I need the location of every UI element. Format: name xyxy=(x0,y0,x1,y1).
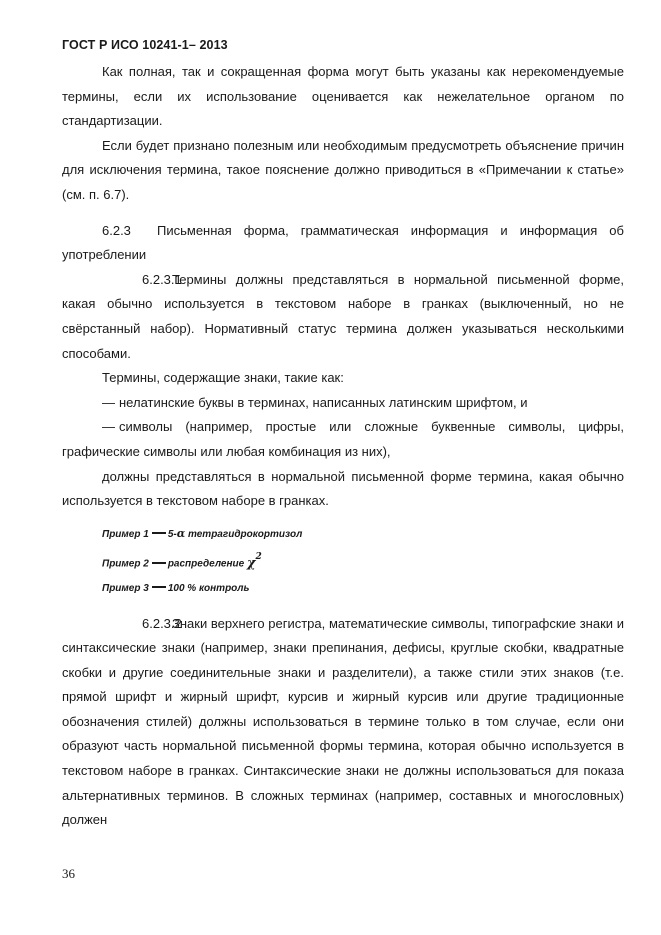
example-prefix: 5- xyxy=(167,528,177,540)
example-label: Пример 3 xyxy=(102,583,149,595)
paragraph-exclusion-reasons: Если будет признано полезным или необходимым предусмотреть объяснение причин для исключения термина, такое пояснение должно приводиться в «Примечании к статье» (см. п. 6.7). xyxy=(62,137,624,202)
section-6-2-3-1-paragraph xyxy=(62,268,624,366)
chi-letter: χ xyxy=(246,555,256,571)
chi-superscript: 2 xyxy=(255,552,262,563)
example-label: Пример 2 xyxy=(102,558,149,570)
example-text: распределение xyxy=(167,558,245,570)
list-item-text: нелатинские буквы в терминах, написанных латинским шрифтом, и xyxy=(119,394,528,410)
list-item xyxy=(62,391,624,416)
paragraph-short-forms: Как полная, так и сокращенная форма могут быть указаны как нерекомендуемые термины, если их использование оценивается как нежелательное органом по стандартизации. xyxy=(62,64,624,129)
document-page xyxy=(62,36,624,833)
examples-block xyxy=(62,522,624,602)
list-conclusion: должны представляться в нормальной письменной форме термина, какая обычно используется в текстовом наборе в гранках. xyxy=(62,468,624,509)
section-number: 6.2.3.1 xyxy=(142,271,182,287)
example-1 xyxy=(102,522,624,548)
page-number: 36 xyxy=(62,866,75,881)
example-label: Пример 1 xyxy=(102,528,149,540)
example-dash xyxy=(152,562,166,564)
alpha-symbol: α xyxy=(176,526,186,540)
chi-square-symbol xyxy=(246,552,262,571)
list-item xyxy=(62,415,624,464)
document-header: ГОСТ Р ИСО 10241-1– 2013 xyxy=(62,38,228,52)
dash-bullet: — xyxy=(102,419,115,435)
list-intro: Термины, содержащие знаки, такие как: xyxy=(102,370,344,386)
example-text: тетрагидрокортизол xyxy=(187,528,303,540)
section-6-2-3-2-paragraph xyxy=(62,612,624,833)
dash-bullet: — xyxy=(102,394,115,410)
example-2 xyxy=(102,547,624,577)
section-number: 6.2.3.2 xyxy=(142,615,182,631)
section-text: Термины должны представляться в нормальной письменной форме, какая обычно используется в текстовом наборе в гранках (выключенный, но не свёрстанный набор). Нормативный статус термина должен указываться несколькими способами. xyxy=(62,271,624,361)
section-6-2-3-heading xyxy=(62,219,624,268)
spacer xyxy=(62,208,624,219)
section-number: 6.2.3 xyxy=(102,222,131,238)
example-text: 100 % контроль xyxy=(167,583,250,595)
example-dash xyxy=(152,586,166,588)
section-title: Письменная форма, грамматическая информация и информация об употреблении xyxy=(62,222,624,263)
list-item-text: символы (например, простые или сложные буквенные символы, цифры, графические символы или любая комбинация из них), xyxy=(62,419,624,459)
section-text: Знаки верхнего регистра, математические символы, типографские знаки и синтаксические знаки (например, знаки препинания, дефисы, круглые скобки, квадратные скобки и другие соединительные знаки и разделители), а также стили этих знаков (т.е. прямой шрифт и жирный шрифт, курсив и жирный курсив или другие традиционные обозначения стилей) должны использоваться в термине только в том случае, если они образуют часть нормальной письменной формы термина, которая обычно используется в текстовом наборе в гранках. Синтаксические знаки не должны использоваться для показа альтернативных терминов. В сложных терминах (например, составных и многословных) должен xyxy=(62,615,624,828)
example-dash xyxy=(152,532,166,534)
example-3 xyxy=(102,577,624,602)
